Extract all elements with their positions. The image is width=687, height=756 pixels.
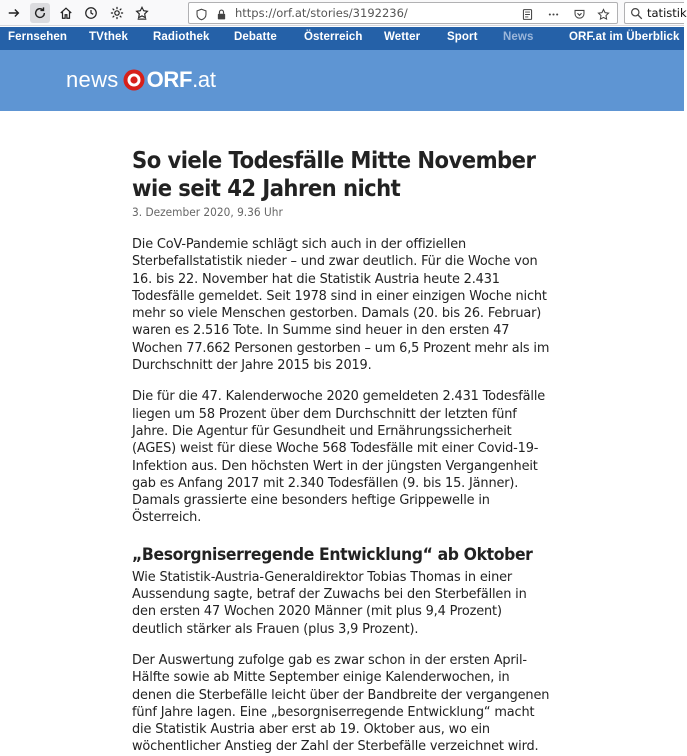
logo-news-text: news xyxy=(66,67,119,92)
logo-orf-text xyxy=(147,67,216,93)
reload-icon[interactable] xyxy=(30,3,50,23)
forward-icon[interactable] xyxy=(4,3,24,23)
article-paragraph: Die für die 47. Kalenderwoche 2020 gemeldeten 2.431 Todesfälle liegen um 58 Prozent über dem Durchschnitt der letzten fünf Jahre. Die Agentur für Gesundheit und Ernährungssicherheit (AGES) weist für diese Woche 568 Todesfälle mit einer Covid-19-Infektion aus. Den höchsten Wert in der jüngsten Vergangenheit gab es Anfang 2017 mit 2.340 Todesfällen (9. bis 15. Jänner). Damals grassierte eine besonders heftige Grippewelle in Österreich. xyxy=(132,389,546,526)
article-paragraph: Die CoV-Pandemie schlägt sich auch in der offiziellen Sterbefallstatistik nieder – und zwar deutlich. Für die Woche von 16. bis 22. November hat die Statistik Austria heute 2.431 Todesfälle gemeldet. Seit 1978 sind in einer einzigen Woche nicht mehr so viele Menschen gestorben. Damals (20. bis 26. Februar) waren es 2.516 Tote. In Summe sind heuer in den ersten 47 Wochen 77.662 Personen gestorben – um 6,5 Prozent mehr als im Durchschnitt der Jahre 2015 bis 2019. xyxy=(132,237,550,374)
nav-item-debatte[interactable]: Debatte xyxy=(234,31,277,43)
article-paragraph: Wie Statistik-Austria-Generaldirektor Tobias Thomas in einer Aussendung sagte, betraf der Zuwachs bei den Sterbefällen in den ersten 47 Wochen 2020 Männer (mit plus 9,4 Prozent) deutlich stärker als Frauen (plus 3,9 Prozent). xyxy=(132,569,527,637)
settings-icon[interactable] xyxy=(107,3,127,23)
lock-icon[interactable] xyxy=(213,6,229,22)
reader-view-icon[interactable] xyxy=(519,6,535,22)
article-title: So viele Todesfälle Mitte November wie seit 42 Jahren nicht xyxy=(132,148,536,202)
nav-item-news[interactable]: News xyxy=(503,31,534,43)
nav-item-sport[interactable]: Sport xyxy=(447,31,478,43)
article-date: 3. Dezember 2020, 9.36 Uhr xyxy=(132,205,283,219)
search-icon xyxy=(630,7,643,20)
browser-toolbar xyxy=(0,0,687,26)
more-actions-icon[interactable] xyxy=(545,6,561,22)
site-navigation xyxy=(0,27,684,50)
article xyxy=(132,147,552,756)
extension-icon[interactable] xyxy=(132,3,152,23)
address-bar[interactable] xyxy=(188,2,618,24)
search-box[interactable] xyxy=(624,2,687,24)
nav-item-oesterreich[interactable]: Österreich xyxy=(304,31,363,43)
nav-item-wetter[interactable]: Wetter xyxy=(384,31,421,43)
search-input-text[interactable]: tatistik xyxy=(647,6,687,20)
home-icon[interactable] xyxy=(56,3,76,23)
bookmark-star-icon[interactable] xyxy=(595,6,611,22)
nav-item-overview[interactable]: ORF.at im Überblick xyxy=(569,31,680,43)
history-icon[interactable] xyxy=(81,3,101,23)
nav-item-fernsehen[interactable]: Fernsehen xyxy=(8,31,68,43)
logo-orf-word: ORF xyxy=(146,67,193,92)
site-header xyxy=(0,50,684,111)
nav-item-radiothek[interactable]: Radiothek xyxy=(153,31,210,43)
nav-item-tvthek[interactable]: TVthek xyxy=(89,31,128,43)
shield-icon[interactable] xyxy=(193,6,209,22)
news-orf-logo[interactable] xyxy=(66,67,216,93)
article-paragraph: Der Auswertung zufolge gab es zwar schon in der ersten April-Hälfte sowie ab Mitte September einige Kalenderwochen, in denen die Sterbefälle leicht über der Bandbreite der vergangenen fünf Jahre lagen. Eine „besorgniserregende Entwicklung“ macht die Statistik Austria aber erst ab 19. Oktober aus, wo ein wöchentlicher Anstieg der Zahl der Sterbefälle verzeichnet wird. xyxy=(132,652,550,755)
url-text[interactable]: https://orf.at/stories/3192236/ xyxy=(235,6,408,20)
pocket-icon[interactable] xyxy=(571,6,587,22)
logo-at-word: .at xyxy=(192,67,216,92)
orf-eye-icon xyxy=(123,69,145,91)
article-subheading: „Besorgniserregende Entwicklung“ ab Oktober xyxy=(132,544,533,565)
